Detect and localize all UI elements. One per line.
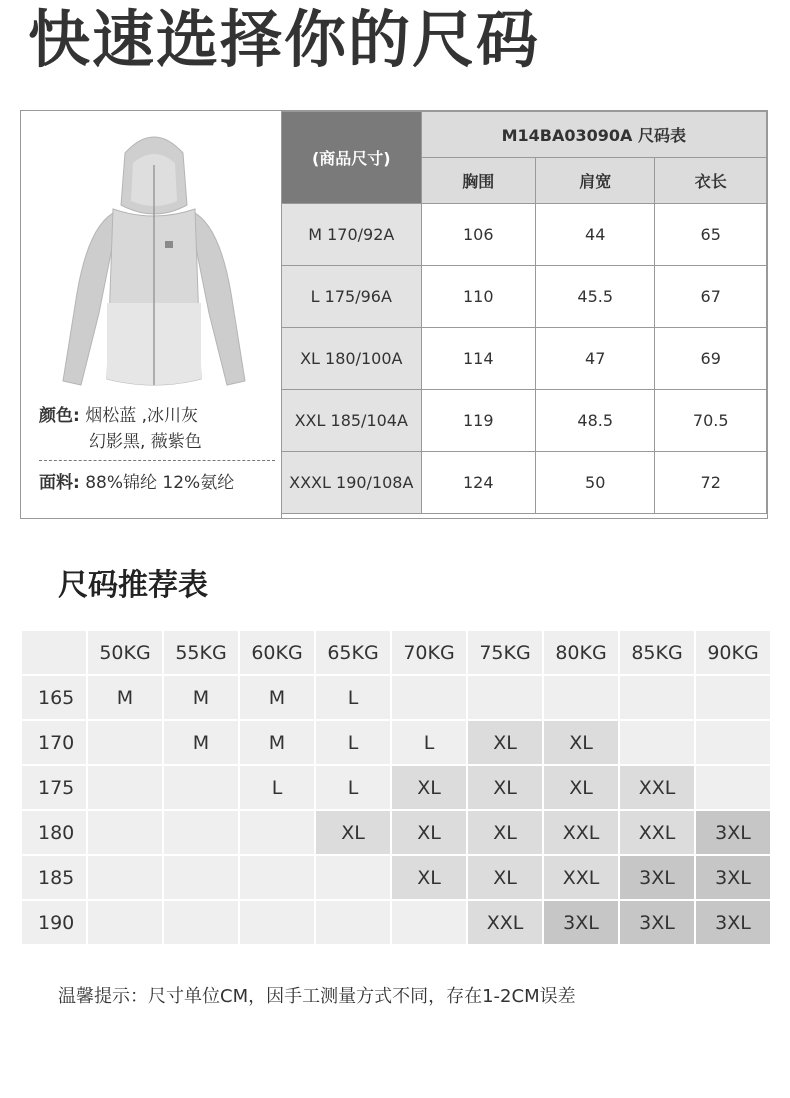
table-cell: 44 [536, 204, 655, 266]
size-label: XXL 185/104A [282, 390, 422, 452]
size-cell: XXL [620, 766, 694, 809]
table-cell: 45.5 [536, 266, 655, 328]
size-chart [20, 110, 768, 519]
table-row [282, 204, 767, 266]
table-row [282, 452, 767, 514]
height-label: 190 [22, 901, 86, 944]
size-cell [696, 766, 770, 809]
size-label: M 170/92A [282, 204, 422, 266]
grid-row [22, 856, 772, 899]
weight-header: 50KG [88, 631, 162, 674]
size-cell [620, 721, 694, 764]
weight-header: 65KG [316, 631, 390, 674]
size-cell: L [316, 721, 390, 764]
weight-header: 55KG [164, 631, 238, 674]
colors-label: 颜色: [39, 406, 80, 426]
tip-text: 温馨提示：尺寸单位CM，因手工测量方式不同，存在1-2CM误差 [58, 986, 576, 1007]
size-label: L 175/96A [282, 266, 422, 328]
size-cell: L [392, 721, 466, 764]
size-cell: XL [468, 811, 542, 854]
table-cell: 70.5 [655, 390, 767, 452]
size-cell [88, 901, 162, 944]
size-cell [164, 856, 238, 899]
colors-line2: 幻影黑, 薇紫色 [89, 432, 202, 452]
size-cell: M [164, 721, 238, 764]
size-cell: XL [544, 721, 618, 764]
table-cell: 124 [421, 452, 535, 514]
corner-header: (商品尺寸) [282, 112, 422, 204]
size-cell [392, 901, 466, 944]
size-cell [696, 676, 770, 719]
size-cell: M [240, 676, 314, 719]
recommend-grid [22, 631, 772, 946]
size-label: XXXL 190/108A [282, 452, 422, 514]
size-cell: XL [468, 766, 542, 809]
colors-info [39, 403, 202, 455]
grid-row [22, 676, 772, 719]
size-cell [544, 676, 618, 719]
size-cell [696, 721, 770, 764]
grid-row [22, 721, 772, 764]
jacket-image [59, 123, 249, 403]
size-cell: XL [468, 721, 542, 764]
table-cell: 69 [655, 328, 767, 390]
table-cell: 72 [655, 452, 767, 514]
table-cell: 65 [655, 204, 767, 266]
size-cell: XXL [544, 856, 618, 899]
column-header: 衣长 [655, 158, 767, 204]
grid-row [22, 811, 772, 854]
height-label: 165 [22, 676, 86, 719]
table-cell: 48.5 [536, 390, 655, 452]
size-cell: M [240, 721, 314, 764]
height-label: 170 [22, 721, 86, 764]
size-cell: 3XL [544, 901, 618, 944]
size-cell: XL [316, 811, 390, 854]
size-cell: XL [468, 856, 542, 899]
weight-header: 75KG [468, 631, 542, 674]
size-cell: XL [392, 856, 466, 899]
chart-title: M14BA03090A 尺码表 [421, 112, 766, 158]
table-row [282, 328, 767, 390]
grid-corner [22, 631, 86, 674]
column-header: 肩宽 [536, 158, 655, 204]
size-cell [164, 811, 238, 854]
size-cell: M [164, 676, 238, 719]
table-row [282, 266, 767, 328]
height-label: 180 [22, 811, 86, 854]
size-cell [88, 721, 162, 764]
grid-row [22, 766, 772, 809]
size-cell [392, 676, 466, 719]
height-label: 185 [22, 856, 86, 899]
fabric-info [39, 470, 234, 496]
size-cell: XXL [620, 811, 694, 854]
size-cell: L [316, 676, 390, 719]
size-cell: L [316, 766, 390, 809]
size-cell [88, 766, 162, 809]
product-panel [21, 111, 282, 518]
size-cell: L [240, 766, 314, 809]
table-cell: 47 [536, 328, 655, 390]
height-label: 175 [22, 766, 86, 809]
size-table [281, 111, 767, 514]
size-cell: 3XL [620, 901, 694, 944]
size-cell [316, 856, 390, 899]
fabric-label: 面料: [39, 473, 80, 493]
size-cell: XL [392, 811, 466, 854]
recommend-title: 尺码推荐表 [58, 568, 208, 603]
size-cell [164, 901, 238, 944]
size-cell [240, 856, 314, 899]
table-row [282, 390, 767, 452]
size-cell [240, 811, 314, 854]
size-cell: XXL [544, 811, 618, 854]
size-cell [468, 676, 542, 719]
table-cell: 67 [655, 266, 767, 328]
colors-line1: 烟松蓝 ,冰川灰 [85, 406, 199, 426]
size-cell: XXL [468, 901, 542, 944]
table-cell: 110 [421, 266, 535, 328]
size-cell [88, 811, 162, 854]
page-title: 快速选择你的尺码 [28, 3, 541, 76]
weight-header: 85KG [620, 631, 694, 674]
size-cell [240, 901, 314, 944]
table-cell: 114 [421, 328, 535, 390]
divider [39, 460, 275, 461]
size-cell: XL [544, 766, 618, 809]
size-cell: 3XL [620, 856, 694, 899]
size-cell [316, 901, 390, 944]
table-cell: 50 [536, 452, 655, 514]
grid-header-row [22, 631, 772, 674]
size-cell: XL [392, 766, 466, 809]
fabric-value: 88%锦纶 12%氨纶 [85, 473, 235, 493]
size-cell: 3XL [696, 856, 770, 899]
weight-header: 60KG [240, 631, 314, 674]
size-label: XL 180/100A [282, 328, 422, 390]
weight-header: 80KG [544, 631, 618, 674]
size-cell: 3XL [696, 901, 770, 944]
column-header: 胸围 [421, 158, 535, 204]
size-cell [164, 766, 238, 809]
size-cell [620, 676, 694, 719]
size-cell: 3XL [696, 811, 770, 854]
weight-header: 70KG [392, 631, 466, 674]
table-cell: 106 [421, 204, 535, 266]
grid-row [22, 901, 772, 944]
size-cell [88, 856, 162, 899]
table-cell: 119 [421, 390, 535, 452]
size-cell: M [88, 676, 162, 719]
weight-header: 90KG [696, 631, 770, 674]
